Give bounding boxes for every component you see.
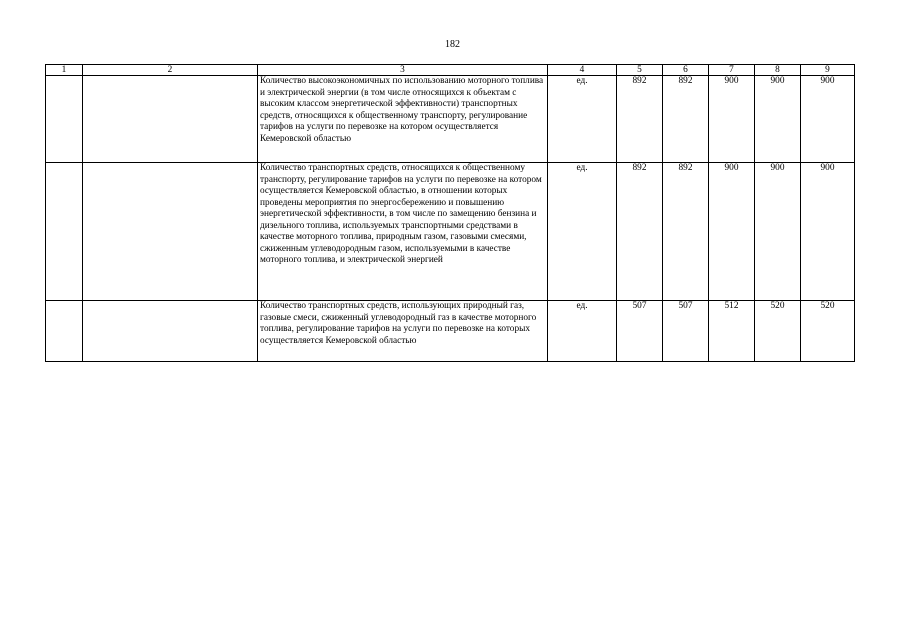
table-row (46, 76, 855, 163)
row-cell-col1 (46, 301, 83, 362)
header-cell: 5 (617, 65, 663, 76)
value-cell: 507 (663, 301, 709, 362)
header-cell: 2 (83, 65, 258, 76)
header-cell: 8 (755, 65, 801, 76)
header-cell: 7 (709, 65, 755, 76)
unit-cell: ед. (548, 76, 617, 163)
value-cell: 520 (755, 301, 801, 362)
value-cell: 520 (801, 301, 855, 362)
value-cell: 900 (755, 163, 801, 301)
header-cell: 1 (46, 65, 83, 76)
row-cell-col2 (83, 76, 258, 163)
value-cell: 892 (617, 76, 663, 163)
indicator-description: Количество транспортных средств, использующих природный газ, газовые смеси, сжиженный углеводородный газ в качестве моторного топлива, регулирование тарифов на услуги по перевозке на которых осуществляется Кемеровской областью (258, 301, 548, 362)
page-number: 182 (445, 39, 460, 50)
indicator-description: Количество транспортных средств, относящихся к общественному транспорту, регулирование тарифов на услуги по перевозке на котором осуществляется Кемеровской областью, в отношении которых проведены мероприятия по энергосбережению и повышению энергетической эффективности, в том числе по замещению бензина и дизельного топлива, используемых транспортными средствами в качестве моторного топлива, природным газом, газовыми смесями, сжиженным углеводородным газом, используемыми в качестве моторного топлива, и электрической энергией (258, 163, 548, 301)
table-row (46, 163, 855, 301)
row-cell-col2 (83, 163, 258, 301)
value-cell: 900 (755, 76, 801, 163)
row-cell-col2 (83, 301, 258, 362)
table-header-row (46, 65, 855, 76)
value-cell: 900 (801, 76, 855, 163)
value-cell: 892 (617, 163, 663, 301)
header-cell: 3 (258, 65, 548, 76)
row-cell-col1 (46, 163, 83, 301)
unit-cell: ед. (548, 301, 617, 362)
value-cell: 900 (801, 163, 855, 301)
value-cell: 900 (709, 163, 755, 301)
header-cell: 4 (548, 65, 617, 76)
indicator-description: Количество высокоэкономичных по использованию моторного топлива и электрической энергии (в том числе относящихся к объектам с высоким классом энергетической эффективности) транспортных средств, относящихся к общественному транспорту, регулирование тарифов на услуги по перевозке на котором осуществляется Кемеровской областью (258, 76, 548, 163)
table-row (46, 301, 855, 362)
value-cell: 900 (709, 76, 755, 163)
value-cell: 892 (663, 163, 709, 301)
unit-cell: ед. (548, 163, 617, 301)
row-cell-col1 (46, 76, 83, 163)
header-cell: 9 (801, 65, 855, 76)
header-cell: 6 (663, 65, 709, 76)
value-cell: 507 (617, 301, 663, 362)
value-cell: 892 (663, 76, 709, 163)
value-cell: 512 (709, 301, 755, 362)
indicators-table (45, 64, 855, 362)
